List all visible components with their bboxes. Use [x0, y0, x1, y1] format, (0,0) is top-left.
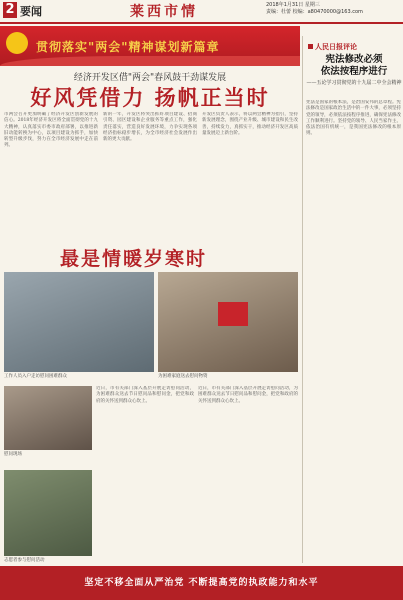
photo-visit-2 [158, 272, 298, 372]
sidebar-subtitle: ——五论学习贯彻党的十九届二中全会精神 [306, 80, 402, 86]
newspaper-name: 莱西市情 [130, 4, 198, 20]
article1-col2: 新的一年，开发区将突出抓好项目建设、招商引资、园区建设和企业服务等重点工作，强化责任落实，营造良好发展环境，力争实现各项经济指标稳步增长，为全市经济社会发展作出新的更大贡献。 [103, 112, 197, 143]
sidebar-title [306, 54, 402, 78]
footer-slogan-bar [0, 566, 403, 600]
sidebar-title-line1: 宪法修改必须 [325, 54, 383, 65]
column-divider [302, 36, 303, 563]
article1-col3: 开发区负责人表示，将以两会精神为指引，坚持新发展理念，围绕产业升级、城市建设和民生改善，持续发力，真抓实干，推动经济开发区高质量发展迈上新台阶。 [202, 112, 298, 136]
topic-banner [0, 26, 300, 66]
footer-slogan: 坚定不移全面从严治党 不断提高党的执政能力和水平 [84, 578, 319, 588]
banner-wave [0, 56, 300, 66]
photo-visit-4 [4, 470, 92, 556]
issue-date: 2018年1月31日 星期三 [266, 2, 320, 8]
article1-headline: 好风凭借力 扬帆正当时 [30, 85, 270, 110]
photo-visit-3 [4, 386, 92, 450]
photo-visit-1 [4, 272, 154, 372]
page-number: 2 [3, 2, 17, 18]
caption-3: 慰问现场 [4, 452, 22, 457]
gift-package [218, 302, 248, 326]
article2-headline: 最是情暖岁寒时 [60, 248, 208, 270]
article1-kicker: 经济开发区借"两会"春风鼓干劲谋发展 [73, 73, 227, 83]
masthead [0, 0, 403, 24]
sidebar-body: 宪法是国家的根本法，是治国安邦的总章程。宪法修改是国家政治生活中的一件大事，必须坚持党的领导，必须依法按程序推进，确保宪法修改工作顺利进行。坚持党的领导、人民当家作主、依法治国有机统一，是我国宪法修改的根本原则。 [306, 100, 401, 137]
editor-contact: 责编：杜蕾 校编：a80470000@163.com [266, 9, 363, 15]
banner-text: 贯彻落实"两会"精神谋划新篇章 [36, 40, 220, 54]
party-emblem-icon [6, 32, 28, 54]
sidebar-section-label: 人民日报评论 [308, 42, 357, 52]
caption-2: 为困难家庭送去慰问物资 [158, 374, 208, 379]
article1-col1: 市两会召开更加明确了经济开发区创新发展的信心。2018年经济开发区将全面贯彻党的十九大精神，认真落实市委市政府部署，以推进新旧动能转换为中心，以项目建设为抓手，加快转型升级步伐，努力在全市经济发展中走在前列。 [4, 112, 98, 149]
article2-col1: 近日，市有关部门深入基层开展走访慰问活动，为困难群众送去节日慰问品和慰问金，把党和政府的关怀送到群众心坎上。 [96, 386, 194, 404]
section-label: 要闻 [20, 5, 42, 18]
article2-col2: 近日，市有关部门深入基层开展走访慰问活动，为困难群众送去节日慰问品和慰问金，把党和政府的关怀送到群众心坎上。 [198, 386, 298, 404]
sidebar-title-line2: 依法按程序进行 [320, 66, 388, 77]
caption-1: 工作人员入户走访慰问困难群众 [4, 374, 67, 379]
issue-meta [266, 2, 402, 16]
caption-4: 志愿者参与慰问活动 [4, 558, 45, 563]
